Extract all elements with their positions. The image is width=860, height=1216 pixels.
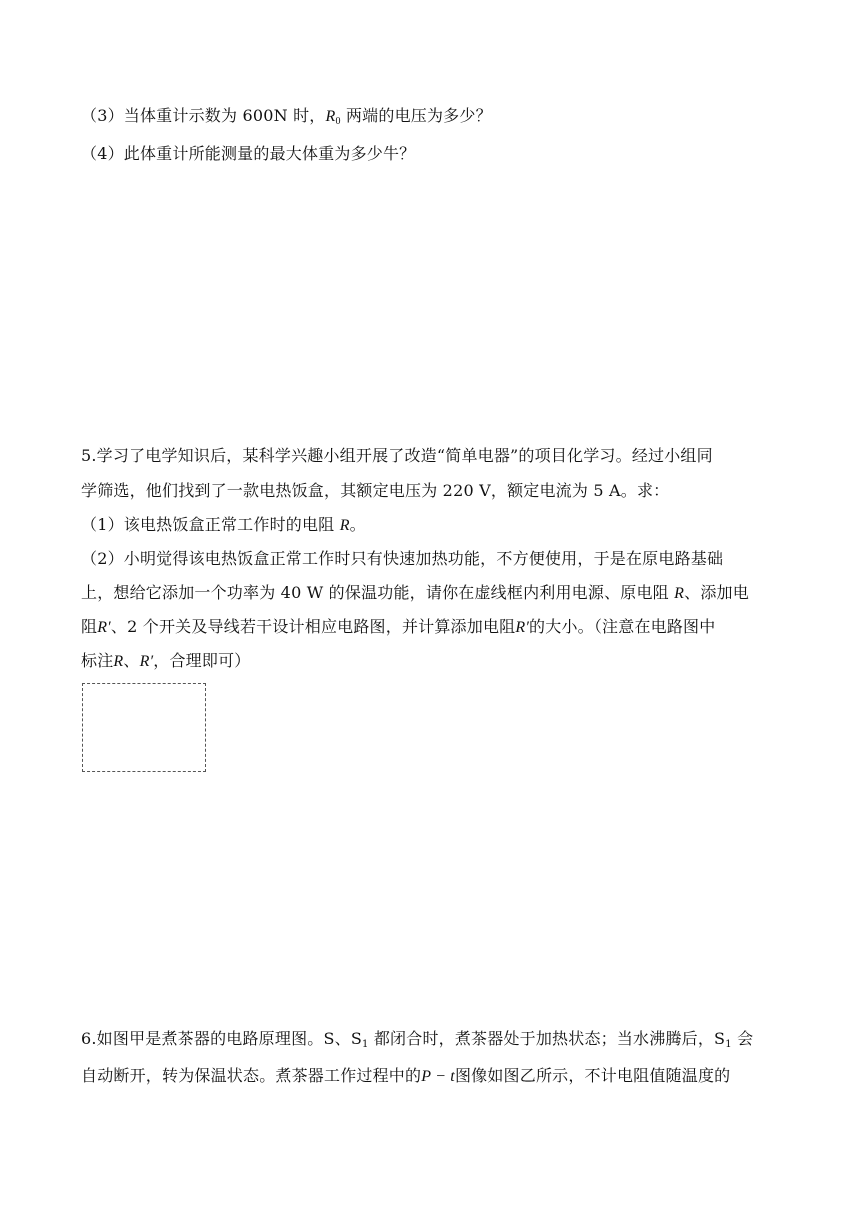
q5-stem-line1: 5.学习了电学知识后，某科学兴趣小组开展了改造“简单电器”的项目化学习。经过小组同 [81,446,713,465]
var-r-prime: R′ [139,653,154,670]
q5-part2-line3: 阻R′、2 个开关及导线若干设计相应电路图，并计算添加电阻R′的大小。（注意在电路图中 [81,617,716,636]
var-r-prime: R′ [515,619,530,636]
q4-part3: （3）当体重计示数为 600N 时，$R_0$ 两端的电压为多少？ [81,106,492,127]
var-r: R [339,517,350,534]
var-p-t: P − t [421,1068,455,1085]
q5-part1: （1）该电热饭盒正常工作时的电阻 R。 [81,515,366,534]
q5-part2-line4: 标注R、R′，合理即可） [81,651,251,670]
var-r: R [113,653,124,670]
q6-line1: 6.如图甲是煮茶器的电路原理图。S、$S_1$ 都闭合时，煮茶器处于加热状态；当水沸腾后，$S_1$ 会 [81,1029,754,1050]
circuit-drawing-box[interactable] [82,683,206,772]
q5-stem-line2: 学筛选，他们找到了一款电热饭盒，其额定电压为 220 V，额定电流为 5 A。求： [81,481,670,500]
q5-part2-line2: 上，想给它添加一个功率为 40 W 的保温功能，请你在虚线框内利用电源、原电阻 R、添加电 [81,583,749,602]
q5-part2-line1: （2）小明觉得该电热饭盒正常工作时只有快速加热功能，不方便使用，于是在原电路基础 [81,549,724,568]
var-r0: $R_0$ [325,108,341,127]
var-r: R [674,585,685,602]
q6-line2: 自动断开，转为保温状态。煮茶器工作过程中的P − t图像如图乙所示，不计电阻值随温度的 [81,1066,731,1085]
var-r-prime: R′ [97,619,111,636]
q4-part4: （4）此体重计所能测量的最大体重为多少牛？ [81,144,416,163]
